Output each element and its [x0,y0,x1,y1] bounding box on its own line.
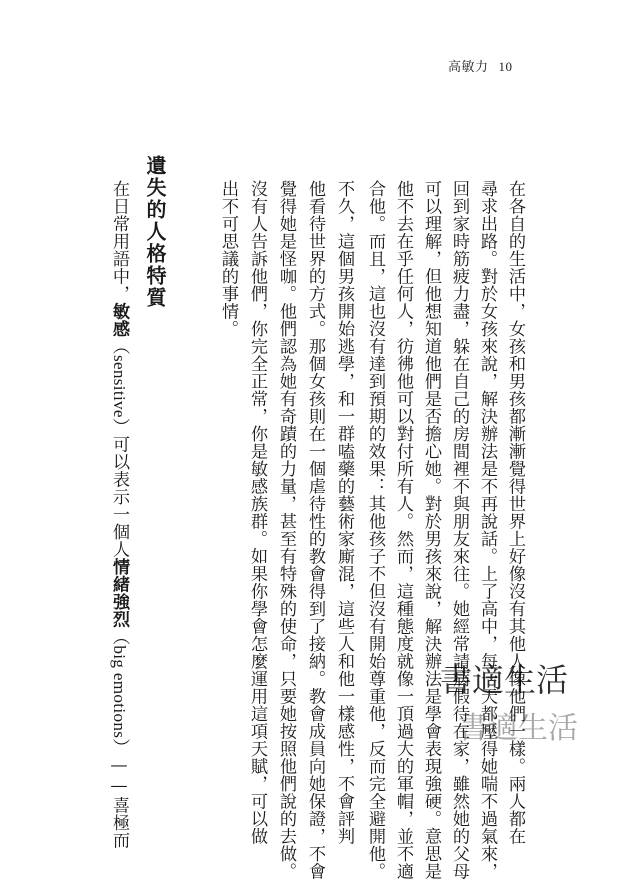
section-first-line [106,180,132,849]
text-column: 沒有人告訴他們，你完全正常，你是敏感族群。如果你學會怎麼運用這項天賦，可以做 [247,180,267,845]
text-column: 出不可思議的事情。 [218,180,238,338]
text-column: 可以理解，但他想知道他們是否擔心她。對於男孩來說，解決辦法是學會表現強硬。意思是 [421,180,441,880]
page-number: 10 [498,59,513,74]
bold-term: 情緒強烈 [109,557,129,628]
section-heading: 遺失的人格特質 [143,155,167,309]
watermark-logo: 書適生活 [440,661,569,699]
text-column: 覺得她是怪咖。他們認為她有奇蹟的力量，甚至有特殊的使命，只要她按照他們說的去做。 [276,180,296,880]
english-term: big emotions [110,645,129,739]
text-column: 合他。而且，這也沒有達到預期的效果：其他孩子不但沒有開始尊重他，反而完全避開他。 [365,180,385,880]
book-title: 高敏力 [448,60,489,75]
bold-term: 敏感 [109,302,129,338]
text-column: 回到家時筋疲力盡，躲在自己的房間裡不與朋友來往。她經常請病假待在家，雖然她的父母 [449,180,469,880]
running-header [448,56,513,75]
line-text: 在日常用語中， [109,180,129,303]
line-text: ）——喜極而 [109,738,129,849]
watermark-logo-faded: 書適生活 [458,711,578,746]
text-column: 不久，這個男孩開始逃學，和一群嗑藥的藝術家廝混，這些人和他一樣感性，不會評判 [334,180,354,845]
line-text: （ [109,627,129,646]
text-column: 他不去在乎任何人，彷彿他可以對付所有人。然而，這種態度就像一頂過大的軍帽，並不適 [393,180,413,880]
line-text: （ [109,337,129,355]
text-column: 他看待世界的方式。那個女孩則在一個虐待性的教會得到了接納。教會成員向她保證，不會 [305,180,325,880]
text-column: 尋求出路。對於女孩來說，解決辦法是不再說話。上了高中，每一天都壓得她喘不過氣來， [477,180,497,880]
text-column: 在各自的生活中，女孩和男孩都漸漸覺得世界上好像沒有其他人像他們一樣。兩人都在 [505,180,525,845]
line-text: ）可以表示一個人 [109,417,129,558]
english-term: sensitive [110,355,129,418]
